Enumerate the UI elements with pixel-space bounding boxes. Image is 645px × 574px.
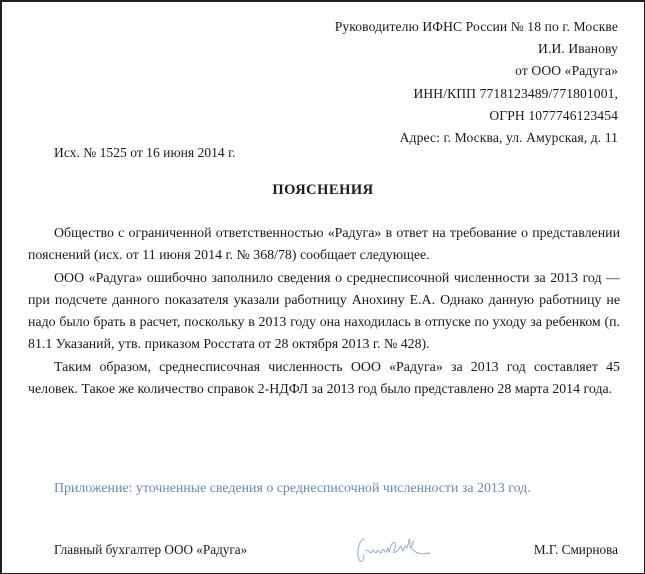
- recipient-line: ИНН/КПП 7718123489/771801001,: [413, 85, 618, 101]
- recipient-line: Руководителю ИФНС России № 18 по г. Москве: [334, 19, 618, 34]
- recipient-line: Адрес: г. Москва, ул. Амурская, д. 11: [399, 130, 618, 146]
- paragraph: Общество с ограниченной ответственностью «Радуга» в ответ на требование о представлении пояснений (исх. от 11 июня 2014 г. № 368/78) сообщает следующее.: [28, 226, 620, 264]
- document-body: [28, 223, 620, 401]
- paragraph: Таким образом, среднесписочная численность ООО «Радуга» за 2013 год составляет 45 человек. Такое же количество справок 2-НДФЛ за 2013 год было представлено 28 марта 2014 года.: [28, 359, 620, 398]
- recipient-block: [335, 16, 618, 149]
- recipient-line: ОГРН 1077746123454: [489, 107, 618, 123]
- appendix-note: [28, 478, 620, 500]
- recipient-line: от ООО «Радуга»: [515, 63, 618, 79]
- document-title: ПОЯСНЕНИЯ: [272, 182, 374, 198]
- handwritten-signature: [354, 529, 434, 565]
- appendix-text: Приложение: уточненные сведения о среднесписочной численности за 2013 год.: [54, 481, 531, 496]
- signer-position: Главный бухгалтер ООО «Радуга»: [54, 542, 248, 557]
- signer-name: М.Г. Смирнова: [533, 542, 618, 557]
- outgoing-reference: Исх. № 1525 от 16 июня 2014 г.: [54, 145, 236, 160]
- recipient-line: И.И. Иванову: [538, 41, 618, 57]
- paragraph: ООО «Радуга» ошибочно заполнило сведения о среднесписочной численности за 2013 год — при подсчете данного показателя указали работницу Анохину Е.А. Однако данную работницу не надо было брать в расчет, поскольку в 2013 году она находилась в отпуске по уходу за ребенком (п. 81.1 Указаний, утв. приказом Росстата от 28 октября 2013 г. № 428).: [28, 270, 620, 353]
